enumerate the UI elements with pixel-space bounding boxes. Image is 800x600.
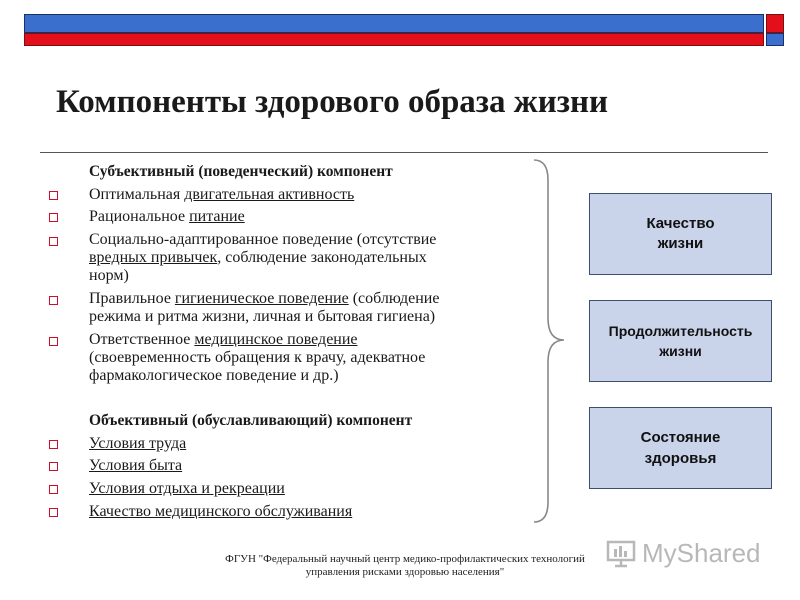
- item-underlined: медицинское поведение: [194, 331, 358, 348]
- outcome-box-quality-of-life: [589, 193, 772, 275]
- item-text: Ответственное: [89, 331, 195, 348]
- subjective-heading: Субъективный (поведенческий) компонент: [89, 163, 393, 180]
- header-corner-blue: [766, 33, 784, 46]
- item-underlined: вредных привычек: [89, 249, 218, 266]
- bullet-icon: [49, 485, 58, 494]
- slide-title: Компоненты здорового образа жизни: [56, 84, 609, 120]
- curly-brace: [528, 158, 568, 524]
- bullet-icon: [49, 440, 58, 449]
- list-item: [89, 290, 439, 308]
- list-item: Условия быта: [89, 457, 183, 474]
- box-label: жизни: [659, 343, 702, 359]
- box-label: здоровья: [644, 450, 717, 467]
- item-text: Оптимальная: [89, 186, 185, 203]
- list-item: [89, 231, 436, 249]
- list-item-continuation: (своевременность обращения к врачу, адекватное: [89, 349, 426, 366]
- list-item-continuation: фармакологическое поведение и др.): [89, 367, 339, 384]
- bullet-icon: [49, 462, 58, 471]
- list-item: Качество медицинского обслуживания: [89, 503, 353, 520]
- item-underlined: гигиеническое поведение: [174, 290, 349, 307]
- outcome-box-life-expectancy: [589, 300, 772, 382]
- item-text: (соблюдение: [348, 290, 440, 307]
- item-underlined: питание: [189, 208, 245, 225]
- watermark-text: MyShared: [642, 538, 761, 568]
- list-item: [89, 331, 358, 349]
- bullet-icon: [49, 237, 58, 246]
- bullet-icon: [49, 213, 58, 222]
- item-underlined: двигательная активность: [184, 186, 355, 203]
- box-label: Продолжительность: [608, 323, 753, 339]
- list-item-continuation: норм): [89, 267, 129, 284]
- watermark-logo-icon: [606, 540, 636, 568]
- list-item: [89, 186, 354, 204]
- header-bar-blue: [24, 14, 764, 33]
- header-corner-red: [766, 14, 784, 33]
- footer-caption: [200, 553, 610, 579]
- bullet-icon: [49, 337, 58, 346]
- list-item-continuation: режима и ритма жизни, личная и бытовая гигиена): [89, 308, 436, 325]
- list-item: Условия отдыха и рекреации: [89, 480, 285, 497]
- footer-line: управления рисками здоровью населения": [305, 566, 505, 578]
- bullet-icon: [49, 296, 58, 305]
- item-text: , соблюдение законодательных: [217, 249, 427, 266]
- objective-heading: Объективный (обуславливающий) компонент: [89, 412, 413, 429]
- header-bar-red: [24, 33, 764, 46]
- outcome-box-health-status: [589, 407, 772, 489]
- box-label: Качество: [646, 215, 715, 232]
- box-label: жизни: [657, 235, 704, 252]
- list-item-continuation: [89, 249, 427, 267]
- bullet-icon: [49, 191, 58, 200]
- footer-line: ФГУН "Федеральный научный центр медико-профилактических технологий: [225, 553, 585, 565]
- bullet-icon: [49, 508, 58, 517]
- title-divider: [40, 152, 768, 153]
- box-label: Состояние: [640, 429, 721, 446]
- watermark: [606, 538, 761, 569]
- list-item: Условия труда: [89, 435, 187, 452]
- list-item: [89, 208, 245, 226]
- item-text: Рациональное: [89, 208, 190, 225]
- item-text: Правильное: [89, 290, 175, 307]
- item-text: Социально-адаптированное поведение (отсутствие: [89, 231, 437, 248]
